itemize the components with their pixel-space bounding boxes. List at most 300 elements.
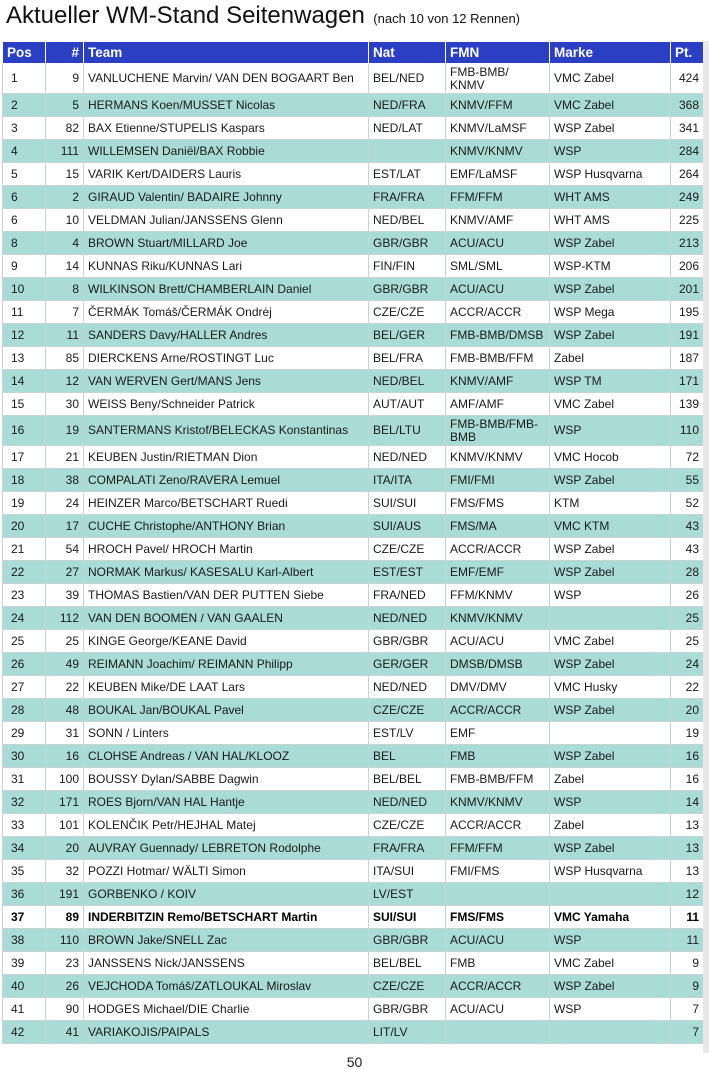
column-header-nat: Nat <box>369 42 446 64</box>
table-row <box>3 607 704 630</box>
cell-number: 85 <box>46 347 84 370</box>
cell-marke: VMC Yamaha <box>550 906 671 929</box>
cell-marke: WSP <box>550 998 671 1021</box>
cell-marke: WSP Husqvarna <box>550 860 671 883</box>
cell-number: 26 <box>46 975 84 998</box>
cell-points: 187 <box>671 347 704 370</box>
table-row <box>3 653 704 676</box>
cell-pos: 36 <box>3 883 46 906</box>
cell-nat: NED/BEL <box>369 370 446 393</box>
cell-pos: 29 <box>3 722 46 745</box>
cell-nat: SUI/SUI <box>369 492 446 515</box>
table-row <box>3 768 704 791</box>
column-header-number: # <box>46 42 84 64</box>
cell-fmn: KNMV/KNMV <box>446 446 550 469</box>
cell-team: WILKINSON Brett/CHAMBERLAIN Daniel <box>84 278 369 301</box>
cell-number: 10 <box>46 209 84 232</box>
cell-nat: CZE/CZE <box>369 814 446 837</box>
cell-fmn: FMB <box>446 745 550 768</box>
table-row <box>3 255 704 278</box>
cell-pos: 34 <box>3 837 46 860</box>
table-row <box>3 745 704 768</box>
cell-pos: 25 <box>3 630 46 653</box>
cell-pos: 41 <box>3 998 46 1021</box>
cell-marke: VMC Zabel <box>550 64 671 94</box>
table-row <box>3 416 704 446</box>
cell-fmn: DMV/DMV <box>446 676 550 699</box>
cell-points: 206 <box>671 255 704 278</box>
cell-team: COMPALATI Zeno/RAVERA Lemuel <box>84 469 369 492</box>
page-heading <box>6 2 520 30</box>
cell-nat: BEL/GER <box>369 324 446 347</box>
cell-team: SONN / Linters <box>84 722 369 745</box>
cell-number: 191 <box>46 883 84 906</box>
cell-team: WILLEMSEN Daniël/BAX Robbie <box>84 140 369 163</box>
cell-fmn: FMB-BMB/DMSB <box>446 324 550 347</box>
cell-fmn: KNMV/AMF <box>446 209 550 232</box>
cell-team: KUNNAS Riku/KUNNAS Lari <box>84 255 369 278</box>
cell-team: KOLENČIK Petr/HEJHAL Matej <box>84 814 369 837</box>
cell-fmn: KNMV/KNMV <box>446 140 550 163</box>
cell-team: THOMAS Bastien/VAN DER PUTTEN Siebe <box>84 584 369 607</box>
table-row <box>3 446 704 469</box>
cell-fmn: FMS/MA <box>446 515 550 538</box>
cell-fmn: ACCR/ACCR <box>446 699 550 722</box>
column-header-team: Team <box>84 42 369 64</box>
cell-nat: SUI/AUS <box>369 515 446 538</box>
cell-nat: BEL/FRA <box>369 347 446 370</box>
cell-nat: GBR/GBR <box>369 232 446 255</box>
cell-pos: 6 <box>3 209 46 232</box>
cell-marke <box>550 883 671 906</box>
cell-team: VAN WERVEN Gert/MANS Jens <box>84 370 369 393</box>
table-row <box>3 324 704 347</box>
cell-pos: 8 <box>3 232 46 255</box>
table-row <box>3 883 704 906</box>
cell-nat: BEL/LTU <box>369 416 446 446</box>
table-row <box>3 584 704 607</box>
cell-pos: 22 <box>3 561 46 584</box>
cell-number: 30 <box>46 393 84 416</box>
cell-points: 13 <box>671 860 704 883</box>
cell-team: BOUSSY Dylan/SABBE Dagwin <box>84 768 369 791</box>
cell-nat: FRA/FRA <box>369 837 446 860</box>
column-header-marke: Marke <box>550 42 671 64</box>
cell-pos: 37 <box>3 906 46 929</box>
cell-marke: WSP Zabel <box>550 538 671 561</box>
cell-team: AUVRAY Guennady/ LEBRETON Rodolphe <box>84 837 369 860</box>
cell-team: CLOHSE Andreas / VAN HAL/KLOOZ <box>84 745 369 768</box>
cell-number: 41 <box>46 1021 84 1044</box>
cell-points: 213 <box>671 232 704 255</box>
cell-pos: 31 <box>3 768 46 791</box>
cell-number: 24 <box>46 492 84 515</box>
cell-nat: NED/NED <box>369 676 446 699</box>
cell-points: 9 <box>671 952 704 975</box>
table-row <box>3 469 704 492</box>
cell-fmn: FMB-BMB/ KNMV <box>446 64 550 94</box>
cell-marke: WSP Zabel <box>550 699 671 722</box>
table-row <box>3 94 704 117</box>
cell-team: BROWN Jake/SNELL Zac <box>84 929 369 952</box>
cell-nat: NED/NED <box>369 791 446 814</box>
cell-number: 111 <box>46 140 84 163</box>
cell-number: 22 <box>46 676 84 699</box>
cell-marke: Zabel <box>550 814 671 837</box>
cell-team: VANLUCHENE Marvin/ VAN DEN BOGAART Ben <box>84 64 369 94</box>
cell-number: 17 <box>46 515 84 538</box>
cell-marke: WSP Mega <box>550 301 671 324</box>
table-row <box>3 347 704 370</box>
cell-team: KEUBEN Mike/DE LAAT Lars <box>84 676 369 699</box>
cell-number: 7 <box>46 301 84 324</box>
cell-marke: WSP Zabel <box>550 745 671 768</box>
cell-fmn <box>446 883 550 906</box>
cell-number: 27 <box>46 561 84 584</box>
cell-marke: WSP Zabel <box>550 975 671 998</box>
cell-team: CUCHE Christophe/ANTHONY Brian <box>84 515 369 538</box>
cell-number: 4 <box>46 232 84 255</box>
cell-points: 11 <box>671 929 704 952</box>
cell-team: GIRAUD Valentin/ BADAIRE Johnny <box>84 186 369 209</box>
cell-points: 7 <box>671 998 704 1021</box>
table-row <box>3 906 704 929</box>
cell-number: 101 <box>46 814 84 837</box>
cell-fmn: ACU/ACU <box>446 630 550 653</box>
cell-pos: 15 <box>3 393 46 416</box>
cell-pos: 19 <box>3 492 46 515</box>
cell-number: 16 <box>46 745 84 768</box>
cell-marke: WSP Zabel <box>550 117 671 140</box>
cell-pos: 18 <box>3 469 46 492</box>
cell-points: 24 <box>671 653 704 676</box>
cell-pos: 42 <box>3 1021 46 1044</box>
table-row <box>3 209 704 232</box>
cell-points: 225 <box>671 209 704 232</box>
cell-points: 52 <box>671 492 704 515</box>
cell-team: KEUBEN Justin/RIETMAN Dion <box>84 446 369 469</box>
cell-marke <box>550 722 671 745</box>
page-title: Aktueller WM-Stand Seitenwagen <box>6 2 365 29</box>
cell-team: BROWN Stuart/MILLARD Joe <box>84 232 369 255</box>
cell-nat: CZE/CZE <box>369 975 446 998</box>
cell-pos: 20 <box>3 515 46 538</box>
table-row <box>3 676 704 699</box>
cell-fmn: FMI/FMS <box>446 860 550 883</box>
table-row <box>3 699 704 722</box>
cell-number: 9 <box>46 64 84 94</box>
cell-pos: 16 <box>3 416 46 446</box>
cell-fmn: AMF/AMF <box>446 393 550 416</box>
cell-points: 25 <box>671 630 704 653</box>
cell-team: HROCH Pavel/ HROCH Martin <box>84 538 369 561</box>
cell-pos: 5 <box>3 163 46 186</box>
cell-team: VAN DEN BOOMEN / VAN GAALEN <box>84 607 369 630</box>
cell-nat: NED/FRA <box>369 94 446 117</box>
cell-team: DIERCKENS Arne/ROSTINGT Luc <box>84 347 369 370</box>
cell-points: 43 <box>671 515 704 538</box>
cell-marke: KTM <box>550 492 671 515</box>
cell-nat: AUT/AUT <box>369 393 446 416</box>
cell-team: ROES Bjorn/VAN HAL Hantje <box>84 791 369 814</box>
table-row <box>3 370 704 393</box>
cell-team: INDERBITZIN Remo/BETSCHART Martin <box>84 906 369 929</box>
cell-number: 90 <box>46 998 84 1021</box>
cell-team: ČERMÁK Tomáš/ČERMÁK Ondrėj <box>84 301 369 324</box>
cell-number: 2 <box>46 186 84 209</box>
cell-points: 55 <box>671 469 704 492</box>
cell-points: 249 <box>671 186 704 209</box>
cell-pos: 35 <box>3 860 46 883</box>
cell-number: 39 <box>46 584 84 607</box>
table-row <box>3 492 704 515</box>
cell-nat: GBR/GBR <box>369 278 446 301</box>
cell-points: 43 <box>671 538 704 561</box>
cell-number: 15 <box>46 163 84 186</box>
table-row <box>3 232 704 255</box>
table-row <box>3 630 704 653</box>
cell-fmn: ACU/ACU <box>446 998 550 1021</box>
cell-nat: NED/LAT <box>369 117 446 140</box>
cell-nat: CZE/CZE <box>369 538 446 561</box>
cell-pos: 28 <box>3 699 46 722</box>
cell-nat: CZE/CZE <box>369 301 446 324</box>
table-row <box>3 952 704 975</box>
cell-number: 82 <box>46 117 84 140</box>
table-row <box>3 278 704 301</box>
cell-marke: WSP TM <box>550 370 671 393</box>
cell-team: BOUKAL Jan/BOUKAL Pavel <box>84 699 369 722</box>
cell-fmn: KNMV/KNMV <box>446 607 550 630</box>
cell-fmn: FMI/FMI <box>446 469 550 492</box>
cell-number: 25 <box>46 630 84 653</box>
cell-marke: WSP <box>550 584 671 607</box>
cell-nat: BEL/BEL <box>369 952 446 975</box>
cell-fmn: ACU/ACU <box>446 278 550 301</box>
cell-pos: 12 <box>3 324 46 347</box>
table-row <box>3 929 704 952</box>
cell-marke: WSP Zabel <box>550 469 671 492</box>
cell-pos: 1 <box>3 64 46 94</box>
cell-team: NORMAK Markus/ KASESALU Karl-Albert <box>84 561 369 584</box>
cell-marke: WSP <box>550 929 671 952</box>
column-header-fmn: FMN <box>446 42 550 64</box>
cell-pos: 6 <box>3 186 46 209</box>
cell-fmn: EMF/EMF <box>446 561 550 584</box>
cell-number: 110 <box>46 929 84 952</box>
cell-nat: CZE/CZE <box>369 699 446 722</box>
cell-points: 16 <box>671 745 704 768</box>
table-row <box>3 860 704 883</box>
cell-nat: GER/GER <box>369 653 446 676</box>
cell-pos: 30 <box>3 745 46 768</box>
cell-fmn: FMS/FMS <box>446 492 550 515</box>
cell-number: 49 <box>46 653 84 676</box>
cell-marke: WSP-KTM <box>550 255 671 278</box>
cell-team: POZZI Hotmar/ WÄLTI Simon <box>84 860 369 883</box>
table-row <box>3 393 704 416</box>
cell-marke: WSP <box>550 416 671 446</box>
page-edge-shadow <box>703 41 709 1053</box>
cell-fmn: FMS/FMS <box>446 906 550 929</box>
cell-nat: GBR/GBR <box>369 929 446 952</box>
table-row <box>3 64 704 94</box>
cell-points: 201 <box>671 278 704 301</box>
cell-points: 16 <box>671 768 704 791</box>
cell-points: 20 <box>671 699 704 722</box>
cell-number: 21 <box>46 446 84 469</box>
cell-number: 38 <box>46 469 84 492</box>
cell-pos: 9 <box>3 255 46 278</box>
standings-table <box>2 41 704 1044</box>
table-row <box>3 998 704 1021</box>
cell-pos: 23 <box>3 584 46 607</box>
cell-fmn: ACCR/ACCR <box>446 538 550 561</box>
cell-pos: 11 <box>3 301 46 324</box>
cell-fmn: ACCR/ACCR <box>446 975 550 998</box>
table-row <box>3 837 704 860</box>
table-row <box>3 301 704 324</box>
cell-fmn: KNMV/FFM <box>446 94 550 117</box>
cell-pos: 10 <box>3 278 46 301</box>
cell-nat: EST/EST <box>369 561 446 584</box>
cell-pos: 38 <box>3 929 46 952</box>
table-row <box>3 140 704 163</box>
cell-number: 11 <box>46 324 84 347</box>
cell-nat <box>369 140 446 163</box>
cell-team: VEJCHODA Tomáš/ZATLOUKAL Miroslav <box>84 975 369 998</box>
table-row <box>3 561 704 584</box>
cell-marke: VMC KTM <box>550 515 671 538</box>
cell-marke: WSP Zabel <box>550 232 671 255</box>
cell-marke: WSP <box>550 140 671 163</box>
cell-points: 7 <box>671 1021 704 1044</box>
cell-fmn: DMSB/DMSB <box>446 653 550 676</box>
cell-fmn <box>446 1021 550 1044</box>
cell-team: VARIK Kert/DAIDERS Lauris <box>84 163 369 186</box>
cell-nat: NED/BEL <box>369 209 446 232</box>
table-row <box>3 163 704 186</box>
cell-nat: LIT/LV <box>369 1021 446 1044</box>
table-header-row <box>3 42 704 64</box>
cell-number: 19 <box>46 416 84 446</box>
cell-pos: 14 <box>3 370 46 393</box>
cell-points: 25 <box>671 607 704 630</box>
cell-pos: 32 <box>3 791 46 814</box>
cell-number: 112 <box>46 607 84 630</box>
cell-fmn: FMB-BMB/FFM <box>446 347 550 370</box>
cell-number: 100 <box>46 768 84 791</box>
cell-nat: NED/NED <box>369 446 446 469</box>
cell-marke: VMC Zabel <box>550 94 671 117</box>
cell-points: 284 <box>671 140 704 163</box>
cell-number: 89 <box>46 906 84 929</box>
table-row <box>3 186 704 209</box>
cell-team: REIMANN Joachim/ REIMANN Philipp <box>84 653 369 676</box>
cell-points: 22 <box>671 676 704 699</box>
cell-points: 11 <box>671 906 704 929</box>
cell-nat: NED/NED <box>369 607 446 630</box>
cell-fmn: FMB <box>446 952 550 975</box>
table-row <box>3 1021 704 1044</box>
cell-pos: 33 <box>3 814 46 837</box>
cell-nat: BEL <box>369 745 446 768</box>
cell-fmn: FFM/KNMV <box>446 584 550 607</box>
cell-number: 14 <box>46 255 84 278</box>
cell-pos: 26 <box>3 653 46 676</box>
cell-team: KINGE George/KEANE David <box>84 630 369 653</box>
cell-marke: WSP Zabel <box>550 324 671 347</box>
cell-nat: EST/LV <box>369 722 446 745</box>
cell-nat: SUI/SUI <box>369 906 446 929</box>
table-row <box>3 975 704 998</box>
cell-marke: WHT AMS <box>550 186 671 209</box>
cell-points: 171 <box>671 370 704 393</box>
cell-pos: 13 <box>3 347 46 370</box>
cell-fmn: FMB-BMB/FFM <box>446 768 550 791</box>
cell-fmn: FFM/FFM <box>446 186 550 209</box>
cell-points: 139 <box>671 393 704 416</box>
cell-points: 341 <box>671 117 704 140</box>
cell-marke: WSP Husqvarna <box>550 163 671 186</box>
cell-points: 264 <box>671 163 704 186</box>
cell-points: 13 <box>671 814 704 837</box>
cell-marke <box>550 1021 671 1044</box>
cell-fmn: KNMV/AMF <box>446 370 550 393</box>
cell-marke: VMC Hocob <box>550 446 671 469</box>
cell-pos: 27 <box>3 676 46 699</box>
cell-fmn: EMF/LaMSF <box>446 163 550 186</box>
table-row <box>3 814 704 837</box>
cell-fmn: EMF <box>446 722 550 745</box>
cell-team: HERMANS Koen/MUSSET Nicolas <box>84 94 369 117</box>
cell-number: 20 <box>46 837 84 860</box>
cell-pos: 40 <box>3 975 46 998</box>
cell-fmn: ACU/ACU <box>446 929 550 952</box>
cell-team: GORBENKO / KOIV <box>84 883 369 906</box>
cell-nat: BEL/NED <box>369 64 446 94</box>
cell-points: 19 <box>671 722 704 745</box>
cell-pos: 17 <box>3 446 46 469</box>
cell-team: WEISS Beny/Schneider Patrick <box>84 393 369 416</box>
cell-nat: FRA/FRA <box>369 186 446 209</box>
cell-team: SANTERMANS Kristof/BELECKAS Konstantinas <box>84 416 369 446</box>
cell-nat: EST/LAT <box>369 163 446 186</box>
cell-team: JANSSENS Nick/JANSSENS <box>84 952 369 975</box>
cell-points: 424 <box>671 64 704 94</box>
table-row <box>3 515 704 538</box>
cell-pos: 21 <box>3 538 46 561</box>
cell-nat: LV/EST <box>369 883 446 906</box>
cell-fmn: SML/SML <box>446 255 550 278</box>
cell-marke: Zabel <box>550 347 671 370</box>
column-header-pos: Pos <box>3 42 46 64</box>
cell-number: 32 <box>46 860 84 883</box>
cell-points: 195 <box>671 301 704 324</box>
cell-team: HEINZER Marco/BETSCHART Ruedi <box>84 492 369 515</box>
cell-number: 171 <box>46 791 84 814</box>
cell-nat: FIN/FIN <box>369 255 446 278</box>
cell-number: 31 <box>46 722 84 745</box>
column-header-points: Pt. <box>671 42 704 64</box>
cell-points: 28 <box>671 561 704 584</box>
cell-fmn: ACU/ACU <box>446 232 550 255</box>
cell-team: HODGES Michael/DIE Charlie <box>84 998 369 1021</box>
cell-team: VARIAKOJIS/PAIPALS <box>84 1021 369 1044</box>
cell-points: 110 <box>671 416 704 446</box>
cell-fmn: KNMV/KNMV <box>446 791 550 814</box>
table-row <box>3 538 704 561</box>
